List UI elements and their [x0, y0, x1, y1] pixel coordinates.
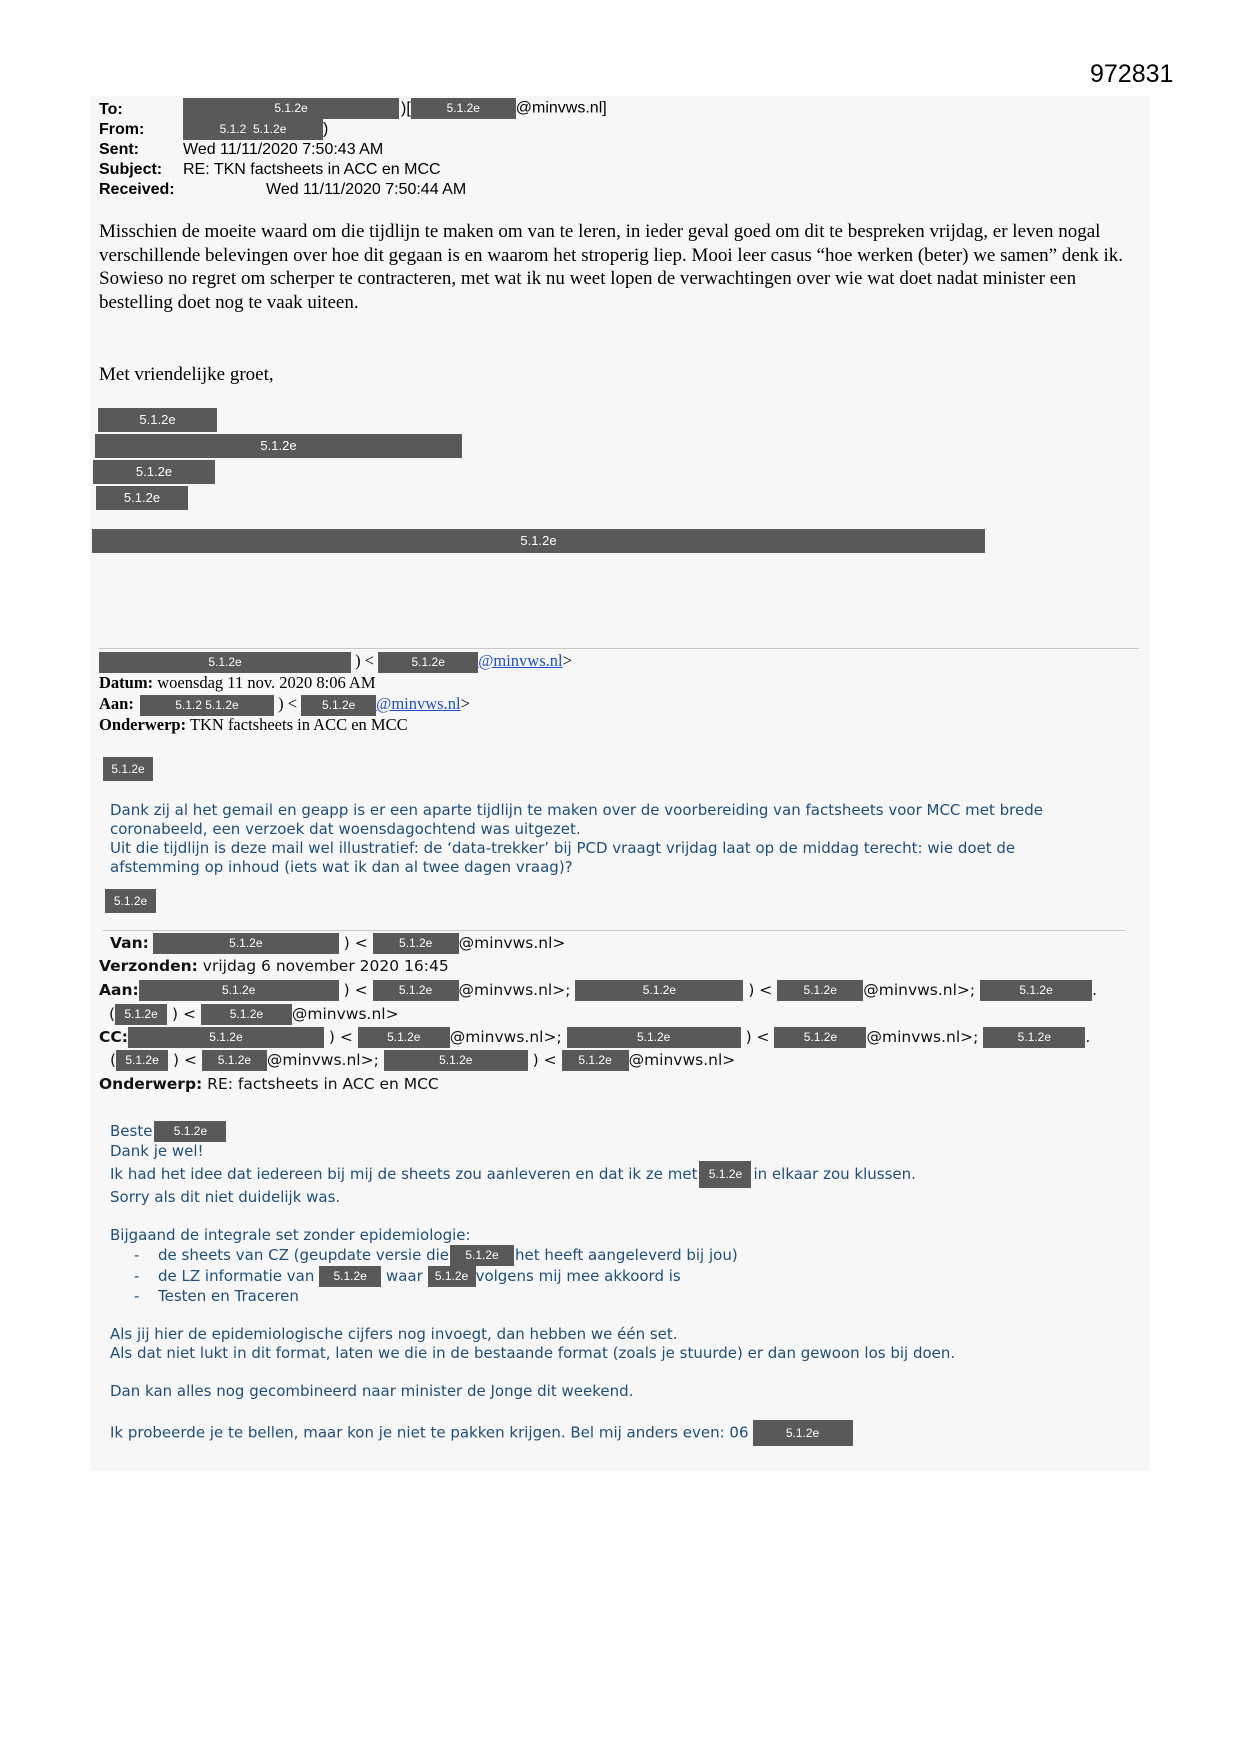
document-number: 972831: [1090, 60, 1174, 88]
fwd1-aan: Aan: 5.1.2 5.1.2e ) < 5.1.2e @minvws.nl>: [99, 693, 470, 716]
redaction: 5.1.2e: [777, 980, 863, 1001]
redaction: 5.1.2e: [183, 98, 399, 119]
verzonden-label: Verzonden:: [99, 957, 198, 975]
body-line: Als jij hier de epidemiologische cijfers nog invoegt, dan hebben we één set.: [110, 1325, 678, 1343]
redaction: 5.1.2e: [411, 98, 516, 119]
redaction: 5.1.2e: [116, 1050, 168, 1071]
received-value: Wed 11/11/2020 7:50:44 AM: [266, 181, 467, 198]
redaction: 5.1.2e: [774, 1027, 866, 1048]
cc-label: CC:: [99, 1028, 128, 1046]
redaction: 5.1.2e: [562, 1050, 629, 1071]
redaction: 5.1.2e: [983, 1027, 1085, 1048]
email-link[interactable]: @minvws.nl: [376, 694, 461, 713]
list-item: - de sheets van CZ (geupdate versie die 5.1.2e het heeft aangeleverd bij jou): [158, 1245, 1130, 1266]
body-line: Uit die tijdlijn is deze mail wel illustratief: de ‘data-trekker’ bij PCD vraagt vrijdag laat op de middag terecht: wie doet de: [110, 839, 1016, 857]
fwd1-from-line: 5.1.2e ) < 5.1.2e @minvws.nl>: [99, 650, 572, 673]
list-item: - Testen en Traceren: [158, 1287, 1130, 1306]
fwd1-body: [110, 801, 1130, 877]
aan-label: Aan:: [99, 981, 139, 999]
sent-value: Wed 11/11/2020 7:50:43 AM: [183, 141, 384, 158]
redaction: 5.1.2e: [128, 1027, 324, 1048]
fwd2-van: Van: 5.1.2e ) < 5.1.2e @minvws.nl>: [110, 934, 566, 952]
redaction: 5.1.2e: [154, 1121, 226, 1142]
signature-redaction: 5.1.2e: [98, 408, 217, 432]
redaction: 5.1.2e: [575, 980, 743, 1001]
email-link[interactable]: @minvws.nl: [478, 651, 563, 670]
signature-redaction: 5.1.2e: [95, 434, 462, 458]
fwd2-onderwerp: [99, 1073, 439, 1096]
redaction: 5.1.2e: [980, 980, 1092, 1001]
from-label: From:: [99, 121, 145, 138]
redaction: 5.1.2e: [699, 1161, 751, 1188]
onderwerp-value: TKN factsheets in ACC en MCC: [189, 715, 408, 734]
redaction: 5.1.2e: [202, 1050, 267, 1071]
redaction: 5.1.2e: [373, 933, 459, 954]
redaction: 5.1.2e: [115, 1004, 167, 1025]
aan-label: Aan:: [99, 694, 134, 713]
redaction: 5.1.2e: [373, 980, 459, 1001]
verzonden-value: vrijdag 6 november 2020 16:45: [202, 957, 449, 975]
sent-label: Sent:: [99, 141, 139, 158]
redaction: 5.1.2e: [567, 1027, 741, 1048]
redaction: 5.1.2e: [139, 980, 339, 1001]
fwd2-body: [110, 1121, 1130, 1446]
phone-line: Ik probeerde je te bellen, maar kon je niet te pakken krijgen. Bel mij anders even: 06: [110, 1423, 749, 1442]
redaction: 5.1.2e: [428, 1266, 476, 1287]
onderwerp-value: RE: factsheets in ACC en MCC: [207, 1075, 439, 1093]
redaction-bar: 5.1.2e: [92, 529, 985, 553]
bijgaand: Bijgaand de integrale set zonder epidemiologie:: [110, 1226, 471, 1244]
body-line: Dank zij al het gemail en geapp is er een aparte tijdlijn te maken over de voorbereiding van factsheets voor MCC met brede: [110, 801, 1043, 819]
list-item: - de LZ informatie van 5.1.2e waar 5.1.2e volgens mij mee akkoord is: [158, 1266, 1130, 1287]
reply-paragraph: Misschien de moeite waard om die tijdlijn te maken om van te leren, in ieder geval goed om dit te bespreken vrijdag, er leven nogal verschillende belevingen over hoe dit gegaan is en waarom het stroperig liep. Mooi leer casus “hoe werken (beter) we samen” denk ik. Sowieso no regret om scherper te contracteren, met wat ik nu weet lopen de verwachtingen over wie wat doet nadat minister een bestelling doet nog te vaak uiteen.: [99, 221, 1124, 313]
subject-value: RE: TKN factsheets in ACC en MCC: [183, 161, 441, 178]
body-line: coronabeeld, een verzoek dat woensdagochtend was uitgezet.: [110, 820, 581, 838]
fwd2-cc: CC: 5.1.2e ) < 5.1.2e @minvws.nl>; 5.1.2e ) < 5.1.2e @minvws.nl>; 5.1.2e .: [99, 1028, 1091, 1046]
fwd1-onderwerp: [99, 714, 408, 735]
fwd2-aan-cont: ( 5.1.2e ) < 5.1.2e @minvws.nl>: [109, 1005, 399, 1023]
onderwerp-label: Onderwerp:: [99, 715, 187, 734]
body-line: Als dat niet lukt in dit format, laten we die in de bestaande format (zoals je stuurde) er dan gewoon los bij doen.: [110, 1344, 956, 1362]
attachment-list: [110, 1245, 1130, 1306]
salutation-redaction: 5.1.2e: [103, 757, 153, 781]
greeting: Met vriendelijke groet,: [99, 364, 274, 385]
email-domain: @minvws.nl>: [458, 934, 566, 952]
redaction: 5.1.2e: [450, 1245, 514, 1266]
beste: Beste: [110, 1122, 153, 1140]
redaction: 5.1.2 5.1.2e: [140, 695, 274, 716]
phone-redaction: 5.1.2e: [753, 1420, 853, 1446]
redaction: 5.1.2e: [201, 1004, 292, 1025]
onderwerp-label: Onderwerp:: [99, 1075, 203, 1093]
divider: [99, 648, 1139, 649]
dank: Dank je wel!: [110, 1142, 204, 1160]
received-label: Received:: [99, 181, 175, 198]
van-label: Van:: [110, 934, 149, 952]
redaction: 5.1.2e: [301, 695, 376, 716]
subject-label: Subject:: [99, 161, 163, 178]
to-email-domain: @minvws.nl]: [515, 99, 607, 117]
signature-redaction: 5.1.2e: [96, 486, 188, 510]
body-line: in elkaar zou klussen.: [753, 1165, 916, 1183]
divider: [103, 930, 1125, 931]
to-label: To:: [99, 101, 123, 118]
signature-redaction: 5.1.2e: [93, 460, 215, 484]
body-line: Dan kan alles nog gecombineerd naar minister de Jonge dit weekend.: [110, 1382, 634, 1400]
datum-label: Datum:: [99, 673, 154, 692]
fwd2-aan: Aan: 5.1.2e ) < 5.1.2e @minvws.nl>; 5.1.2e ) < 5.1.2e @minvws.nl>; 5.1.2e .: [99, 981, 1098, 999]
redaction: 5.1.2e: [99, 652, 351, 673]
fwd2-cc-cont: ( 5.1.2e ) < 5.1.2e @minvws.nl>; 5.1.2e ) < 5.1.2e @minvws.nl>: [110, 1051, 736, 1069]
fwd1-datum: [99, 672, 376, 693]
redaction: 5.1.2e: [384, 1050, 528, 1071]
redaction: 5.1.2e: [378, 652, 478, 673]
redaction: 5.1.2e: [153, 933, 339, 954]
redaction: 5.1.2e: [319, 1266, 381, 1287]
redaction: 5.1.2 5.1.2e: [183, 119, 323, 140]
sorry: Sorry als dit niet duidelijk was.: [110, 1188, 341, 1206]
redaction: 5.1.2e: [358, 1027, 450, 1048]
body-line: afstemming op inhoud (iets wat ik dan al twee dagen vraag)?: [110, 858, 573, 876]
body-line: Ik had het idee dat iedereen bij mij de sheets zou aanleveren en dat ik ze met: [110, 1165, 698, 1183]
fwd2-verzonden: [99, 955, 449, 978]
datum-value: woensdag 11 nov. 2020 8:06 AM: [157, 673, 376, 692]
signature-redaction: 5.1.2e: [105, 889, 156, 913]
